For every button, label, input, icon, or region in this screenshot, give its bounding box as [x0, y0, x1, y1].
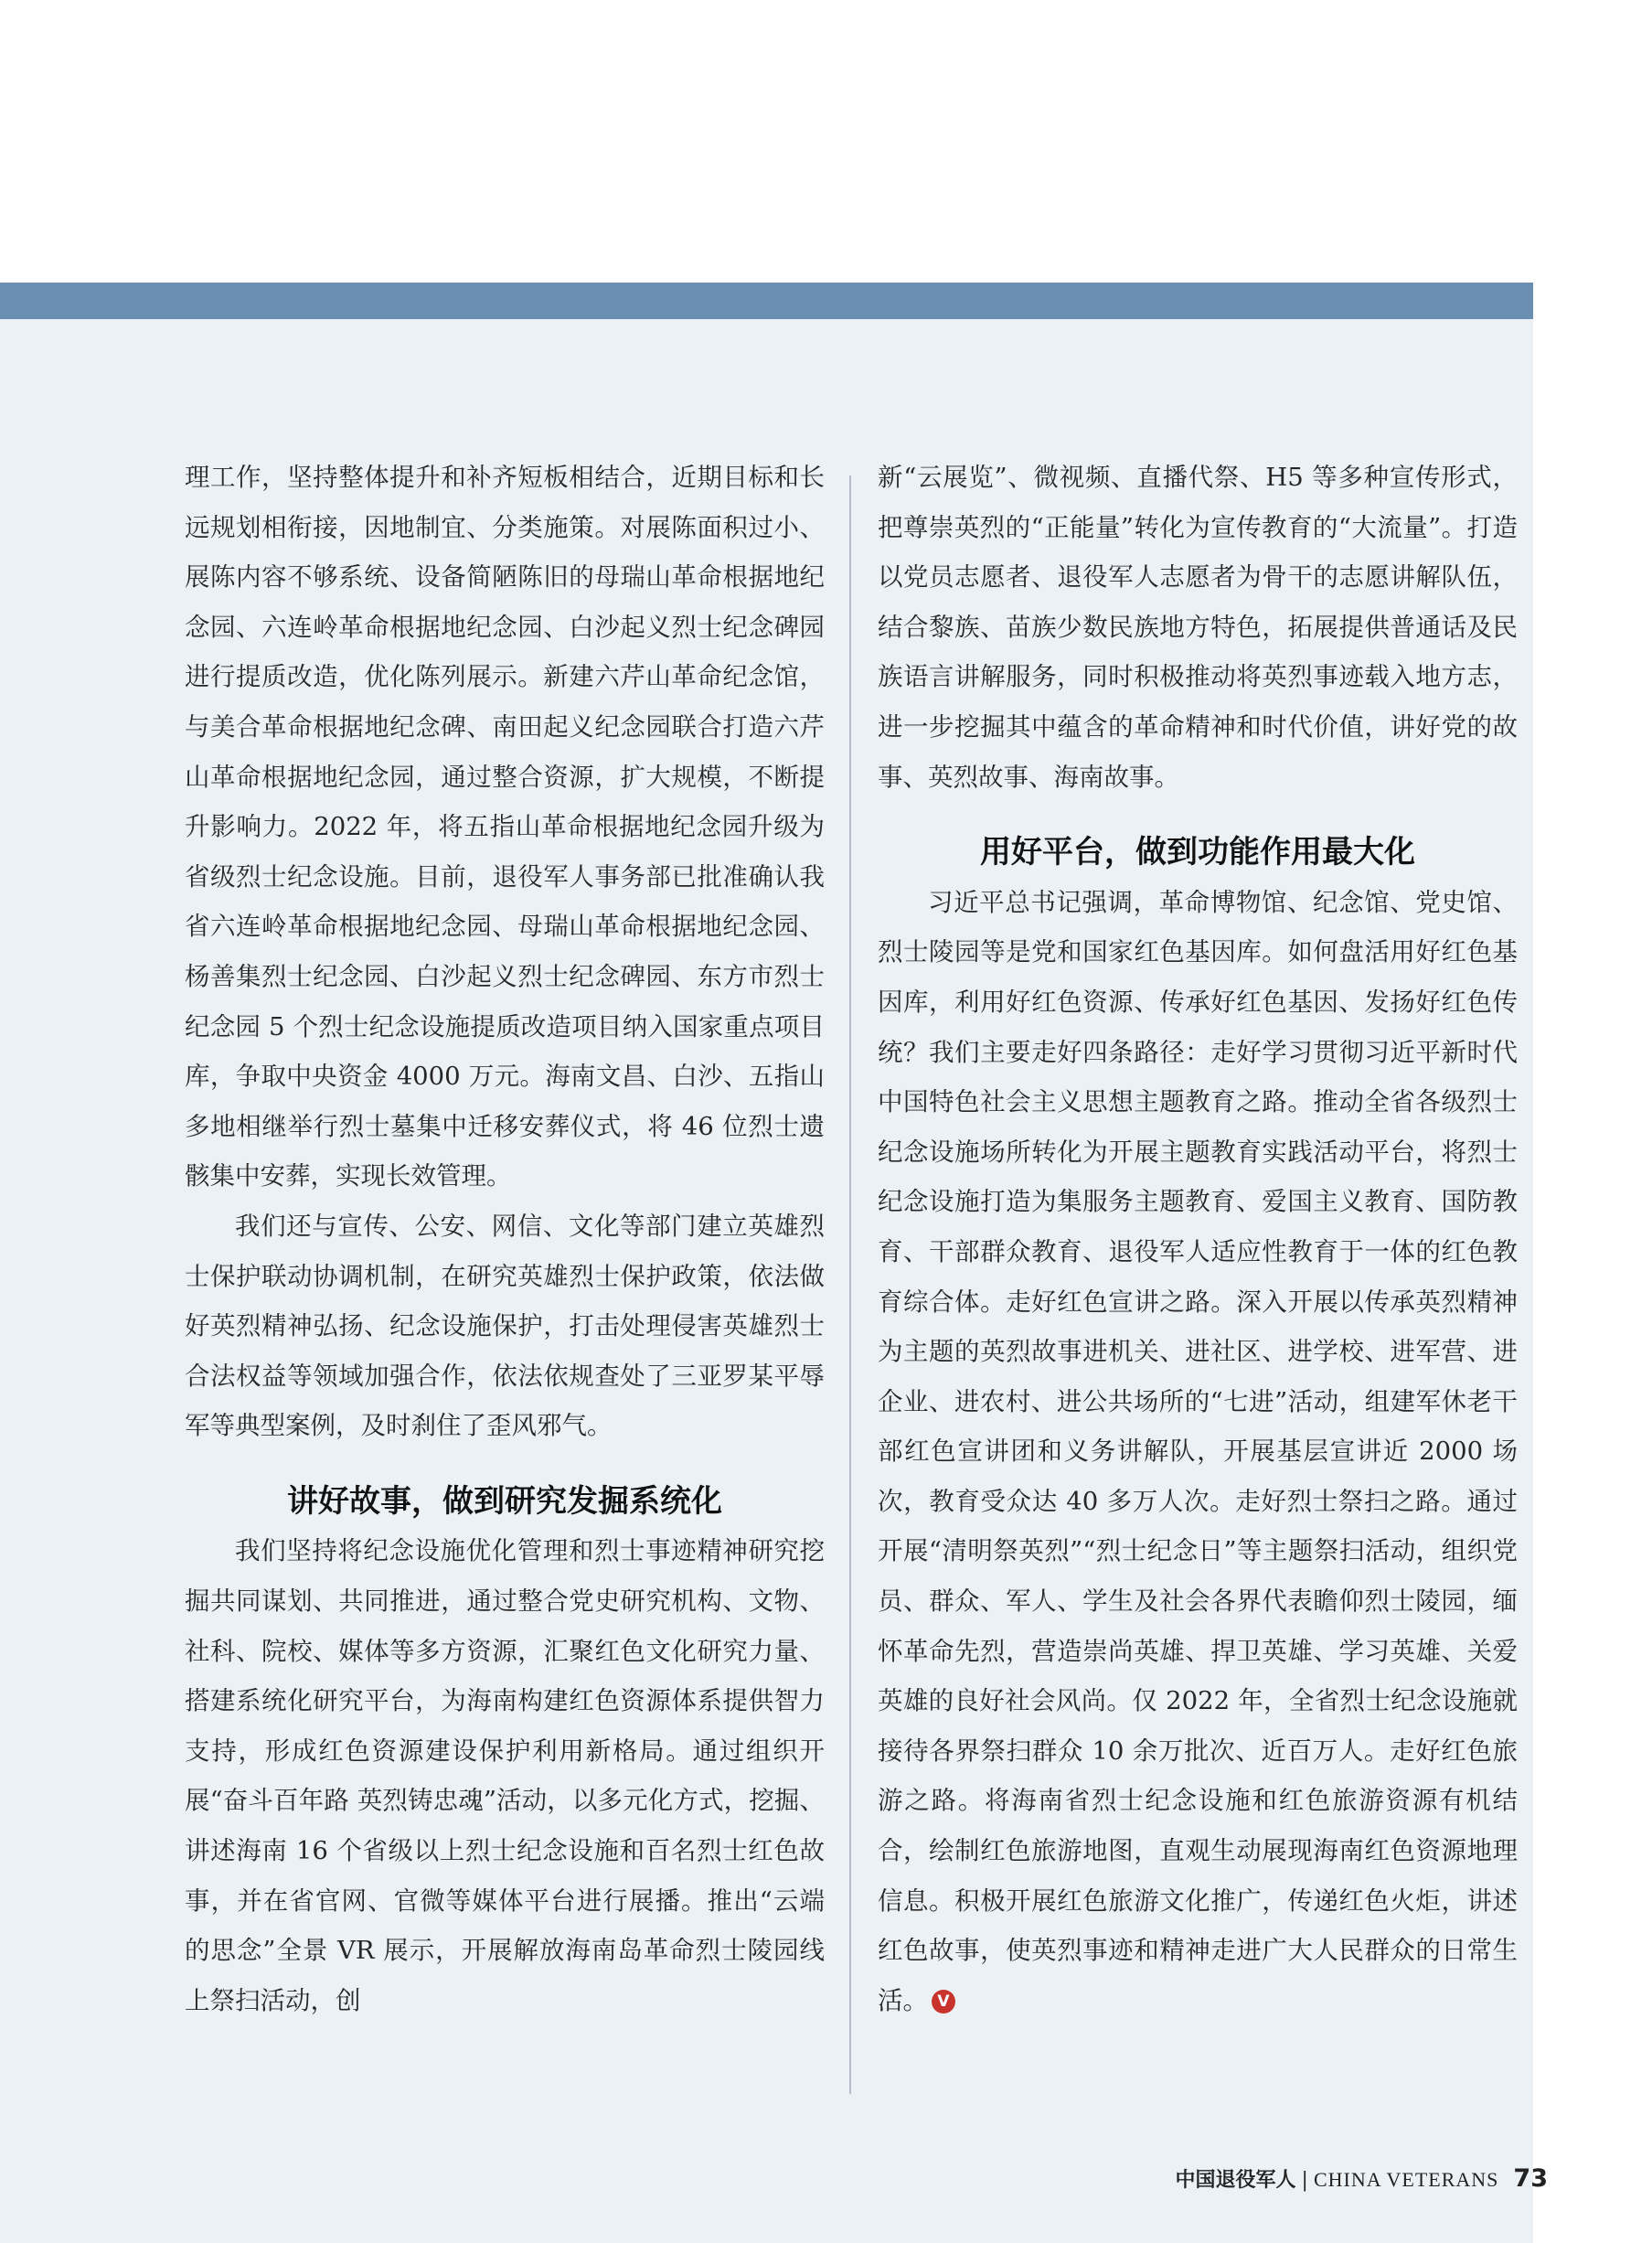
header-color-bar	[0, 283, 1533, 319]
magazine-name-cn: 中国退役军人	[1175, 2169, 1296, 2192]
magazine-name-en: CHINA VETERANS	[1313, 2168, 1499, 2191]
right-paragraph-2-text: 习近平总书记强调，革命博物馆、纪念馆、党史馆、烈士陵园等是党和国家红色基因库。如何盘活用好红色基因库，利用好红色资源、传承好红色基因、发扬好红色传统？我们主要走好四条路径：走好学习贯彻习近平新时代中国特色社会主义思想主题教育之路。推动全省各级烈士纪念设施场所转化为开展主题教育实践活动平台，将烈士纪念设施打造为集服务主题教育、爱国主义教育、国防教育、干部群众教育、退役军人适应性教育于一体的红色教育综合体。走好红色宣讲之路。深入开展以传承英烈精神为主题的英烈故事进机关、进社区、进学校、进军营、进企业、进农村、进公共场所的“七进”活动，组建军休老干部红色宣讲团和义务讲解队，开展基层宣讲近 2000 场次，教育受众达 40 多万人次。走好烈士祭扫之路。通过开展“清明祭英烈”“烈士纪念日”等主题祭扫活动，组织党员、群众、军人、学生及社会各界代表瞻仰烈士陵园，缅怀革命先烈，营造崇尚英雄、捍卫英雄、学习英雄、关爱英雄的良好社会风尚。仅 2022 年，全省烈士纪念设施就接待各界祭扫群众 10 余万批次、近百万人。走好红色旅游之路。将海南省烈士纪念设施和红色旅游资源有机结合，绘制红色旅游地图，直观生动展现海南红色资源地理信息。积极开展红色旅游文化推广，传递红色火炬，讲述红色故事，使英烈事迹和精神走进广大人民群众的日常生活。	[878, 887, 1518, 2015]
left-column	[185, 453, 825, 2025]
left-paragraph-2: 我们还与宣传、公安、网信、文化等部门建立英雄烈士保护联动协调机制，在研究英雄烈士保护政策，依法做好英烈精神弘扬、纪念设施保护，打击处理侵害英雄烈士合法权益等领域加强合作，依法依规查处了三亚罗某平辱军等典型案例，及时刹住了歪风邪气。	[185, 1211, 825, 1441]
page-footer	[1176, 2165, 1548, 2195]
right-paragraph-2	[878, 878, 1518, 2026]
footer-separator: |	[1301, 2169, 1308, 2192]
section-heading-storytelling: 讲好故事，做到研究发掘系统化	[287, 1482, 722, 1520]
end-of-article-icon: V	[932, 1990, 955, 2013]
section-heading-platform: 用好平台，做到功能作用最大化	[980, 834, 1415, 871]
left-paragraph-3: 我们坚持将纪念设施优化管理和烈士事迹精神研究挖掘共同谋划、共同推进，通过整合党史研究机构、文物、社科、院校、媒体等多方资源，汇聚红色文化研究力量、搭建系统化研究平台，为海南构建红色资源体系提供智力支持，形成红色资源建设保护利用新格局。通过组织开展“奋斗百年路 英烈铸忠魂”活动，以多元化方式，挖掘、讲述海南 16 个省级以上烈士纪念设施和百名烈士红色故事，并在省官网、官微等媒体平台进行展播。推出“云端的思念”全景 VR 展示，开展解放海南岛革命烈士陵园线上祭扫活动，创	[185, 1536, 825, 2015]
right-column	[878, 453, 1518, 2025]
column-divider	[849, 475, 851, 2094]
right-paragraph-1: 新“云展览”、微视频、直播代祭、H5 等多种宣传形式，把尊崇英烈的“正能量”转化为宣传教育的“大流量”。打造以党员志愿者、退役军人志愿者为骨干的志愿讲解队伍，结合黎族、苗族少数民族地方特色，拓展提供普通话及民族语言讲解服务，同时积极推动将英烈事迹载入地方志，进一步挖掘其中蕴含的革命精神和时代价值，讲好党的故事、英烈故事、海南故事。	[878, 463, 1518, 792]
left-paragraph-1: 理工作，坚持整体提升和补齐短板相结合，近期目标和长远规划相衔接，因地制宜、分类施策。对展陈面积过小、展陈内容不够系统、设备简陋陈旧的母瑞山革命根据地纪念园、六连岭革命根据地纪念园、白沙起义烈士纪念碑园进行提质改造，优化陈列展示。新建六芹山革命纪念馆，与美合革命根据地纪念碑、南田起义纪念园联合打造六芹山革命根据地纪念园，通过整合资源，扩大规模，不断提升影响力。2022 年，将五指山革命根据地纪念园升级为省级烈士纪念设施。目前，退役军人事务部已批准确认我省六连岭革命根据地纪念园、母瑞山革命根据地纪念园、杨善集烈士纪念园、白沙起义烈士纪念碑园、东方市烈士纪念园 5 个烈士纪念设施提质改造项目纳入国家重点项目库，争取中央资金 4000 万元。海南文昌、白沙、五指山多地相继举行烈士墓集中迁移安葬仪式，将 46 位烈士遗骸集中安葬，实现长效管理。	[185, 463, 825, 1191]
page-number: 73	[1513, 2164, 1548, 2193]
